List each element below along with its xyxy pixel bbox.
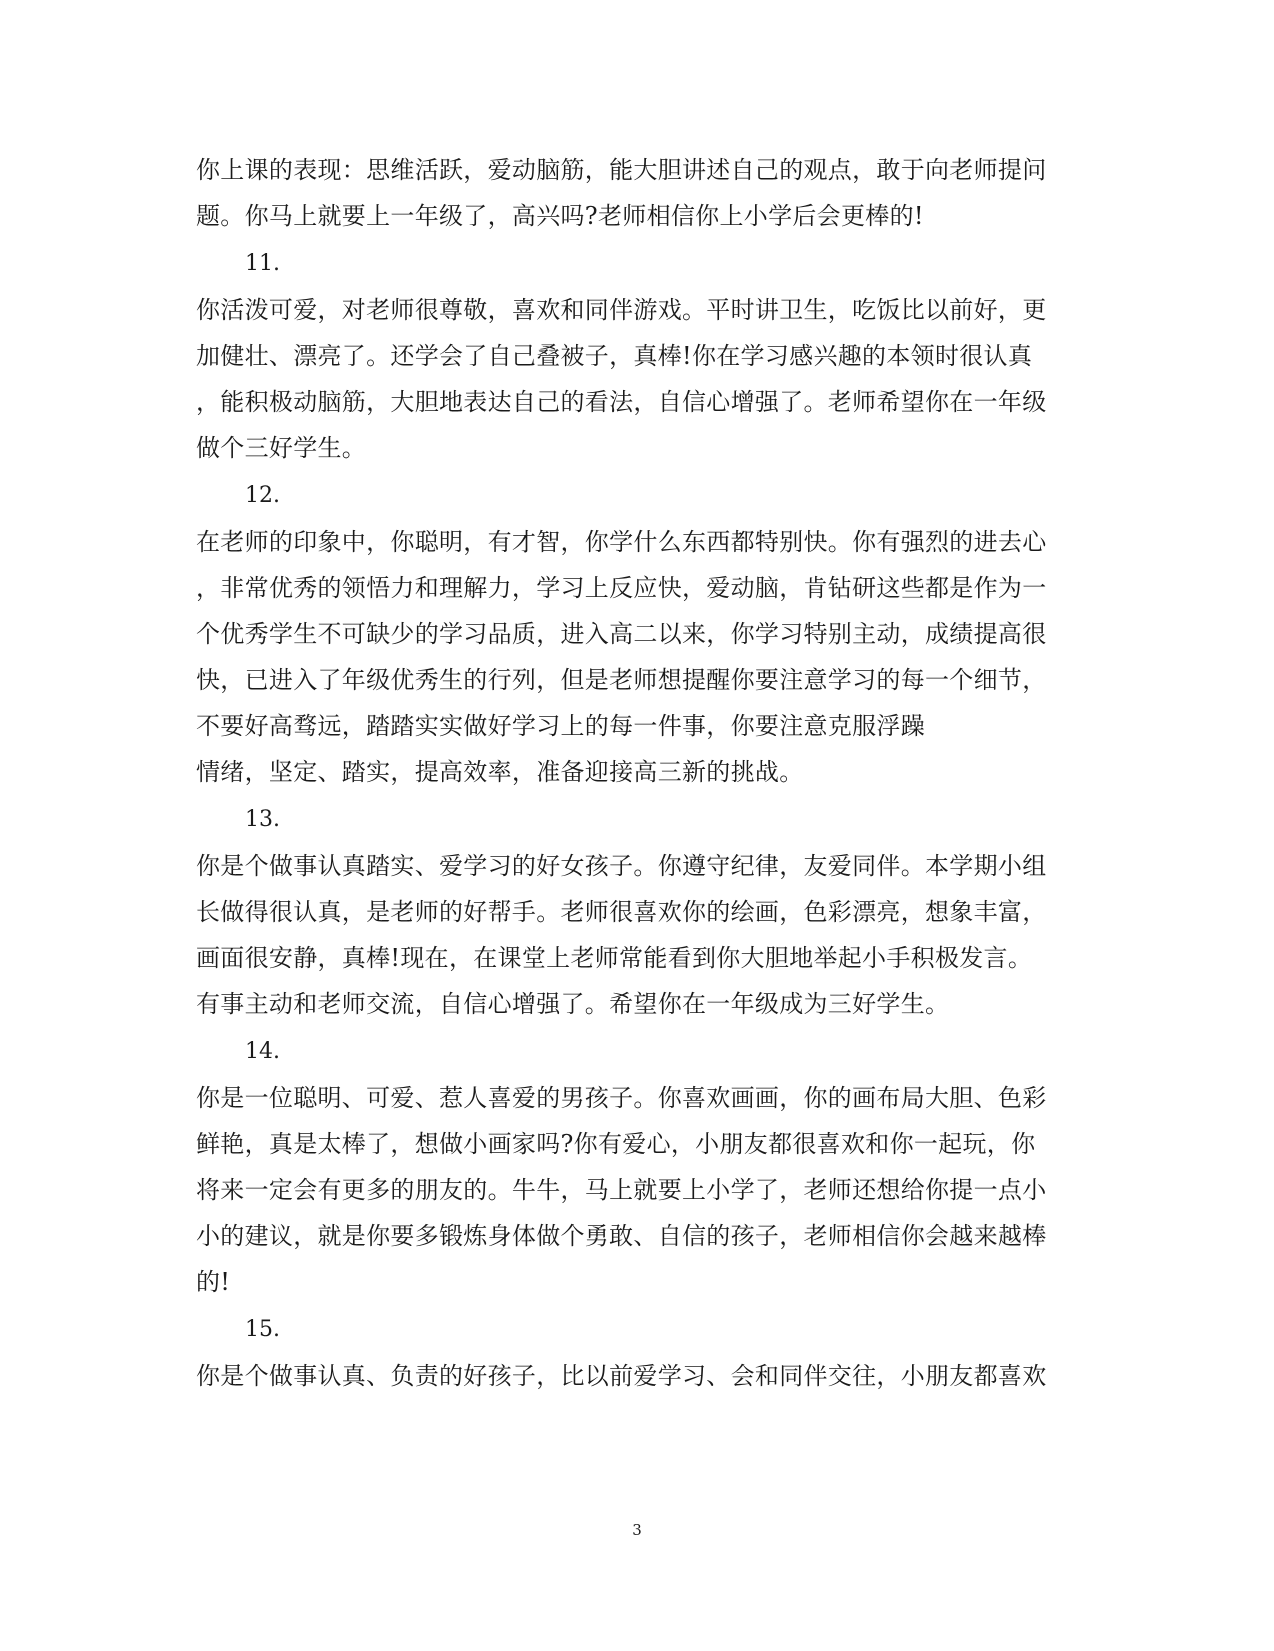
item-number: 13. [245,807,280,832]
paragraph-line: 小的建议，就是你要多锻炼身体做个勇敢、自信的孩子，老师相信你会越来越棒 [196,1222,1047,1250]
paragraph-line: 个优秀学生不可缺少的学习品质，进入高二以来，你学习特别主动，成绩提高很 [196,620,1047,648]
item-number: 12. [245,483,280,508]
item-number: 15. [245,1317,280,1342]
paragraph-line: 在老师的印象中，你聪明，有才智，你学什么东西都特别快。你有强烈的进去心 [196,528,1047,556]
paragraph-line: 你是个做事认真、负责的好孩子，比以前爱学习、会和同伴交往，小朋友都喜欢 [196,1362,1047,1390]
paragraph-line: 情绪，坚定、踏实，提高效率，准备迎接高三新的挑战。 [196,758,804,786]
paragraph-line: 快，已进入了年级优秀生的行列，但是老师想提醒你要注意学习的每一个细节， [196,666,1047,694]
page-number: 3 [632,1521,642,1539]
paragraph-line: 你是一位聪明、可爱、惹人喜爱的男孩子。你喜欢画画，你的画布局大胆、色彩 [196,1084,1047,1112]
item-number: 11. [245,251,280,276]
paragraph-line: 鲜艳，真是太棒了，想做小画家吗?你有爱心，小朋友都很喜欢和你一起玩，你 [196,1130,1036,1158]
paragraph-line: ，非常优秀的领悟力和理解力，学习上反应快，爱动脑，肯钻研这些都是作为一 [196,574,1047,602]
item-number: 14. [245,1039,280,1064]
paragraph-line: 将来一定会有更多的朋友的。牛牛，马上就要上小学了，老师还想给你提一点小 [196,1176,1047,1204]
paragraph-line: 你上课的表现：思维活跃，爱动脑筋，能大胆讲述自己的观点，敢于向老师提问 [196,156,1047,184]
paragraph-line: 加健壮、漂亮了。还学会了自己叠被子，真棒!你在学习感兴趣的本领时很认真 [196,342,1033,370]
paragraph-line: 画面很安静，真棒!现在，在课堂上老师常能看到你大胆地举起小手积极发言。 [196,944,1033,972]
paragraph-line: 你活泼可爱，对老师很尊敬，喜欢和同伴游戏。平时讲卫生，吃饭比以前好，更 [196,296,1047,324]
paragraph-line: 有事主动和老师交流，自信心增强了。希望你在一年级成为三好学生。 [196,990,950,1018]
paragraph-line: ，能积极动脑筋，大胆地表达自己的看法，自信心增强了。老师希望你在一年级 [196,388,1047,416]
paragraph-line: 题。你马上就要上一年级了，高兴吗?老师相信你上小学后会更棒的! [196,202,924,230]
paragraph-line: 你是个做事认真踏实、爱学习的好女孩子。你遵守纪律，友爱同伴。本学期小组 [196,852,1047,880]
paragraph-line: 的! [196,1268,231,1296]
paragraph-line: 做个三好学生。 [196,434,367,462]
paragraph-line: 长做得很认真，是老师的好帮手。老师很喜欢你的绘画，色彩漂亮，想象丰富， [196,898,1047,926]
paragraph-line: 不要好高骛远，踏踏实实做好学习上的每一件事，你要注意克服浮躁 [196,712,925,740]
